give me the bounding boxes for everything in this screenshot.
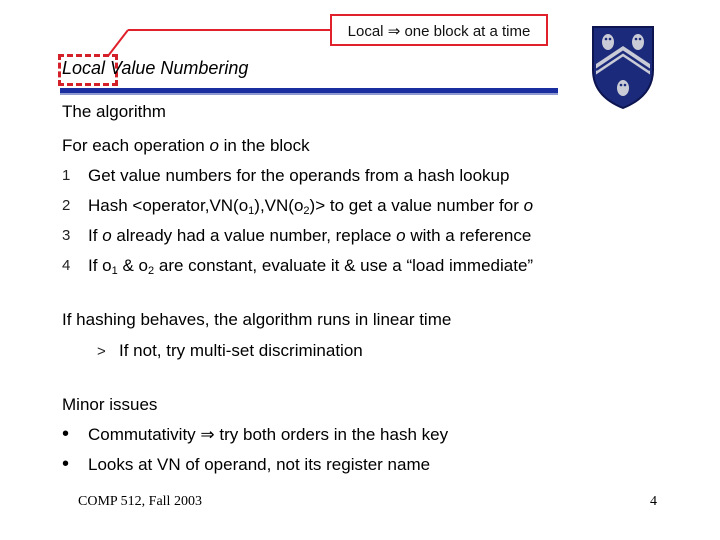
step-3-number: 3 (62, 227, 71, 244)
algorithm-heading: The algorithm (62, 102, 166, 121)
intro-var: o (209, 136, 219, 155)
step-3-part-b: already had a value number, replace (116, 226, 392, 245)
step-2-number: 2 (62, 197, 71, 214)
minor-item-1-after: try both orders in the hash key (219, 425, 449, 444)
intro-before: For each operation (62, 136, 205, 155)
step-4-sub-1: 1 (111, 265, 118, 277)
minor-issues-heading: Minor issues (62, 395, 158, 414)
callout-text-local: Local (347, 23, 384, 40)
step-4-part-c: are constant, evaluate it & use a “load immediate” (158, 256, 534, 275)
footer-course: COMP 512, Fall 2003 (78, 494, 202, 509)
step-2-var: o (523, 196, 534, 215)
step-3-var-1: o (102, 226, 112, 245)
step-4-sub-2: 2 (148, 265, 155, 277)
intro-line (62, 136, 310, 156)
minor-item-1-before: Commutativity (88, 425, 196, 444)
intro-after: in the block (223, 136, 310, 155)
callout-text-rest: one block at a time (404, 23, 531, 40)
step-1-text: Get value numbers for the operands from a hash lookup (88, 166, 510, 185)
step-3-part-c: with a reference (410, 226, 532, 245)
step-4-part-a: If o (88, 256, 112, 275)
sub-point-marker: > (97, 343, 106, 360)
minor-item-2: Looks at VN of operand, not its register name (88, 455, 431, 474)
step-2-part-2: ),VN(o (254, 196, 304, 215)
step-2-sub-1: 1 (248, 205, 255, 217)
step-2-text (88, 196, 533, 217)
minor-item-1-arrow: ⇒ (200, 425, 215, 445)
step-3-part-a: If (88, 226, 98, 245)
minor-bullet-1: • (62, 423, 70, 445)
minor-item-1 (88, 425, 448, 445)
step-2-sub-2: 2 (303, 205, 310, 217)
minor-bullet-2: • (62, 453, 70, 475)
rice-shield-logo-icon (590, 24, 656, 110)
hashing-line: If hashing behaves, the algorithm runs in linear time (62, 310, 452, 329)
implies-arrow: ⇒ (387, 22, 401, 40)
step-2-part-1: Hash <operator,VN(o (88, 196, 249, 215)
title-underline-shadow (60, 93, 558, 95)
sub-point-text: If not, try multi-set discrimination (119, 341, 363, 360)
step-4-text (88, 256, 533, 277)
step-4-number: 4 (62, 257, 71, 274)
step-1-number: 1 (62, 167, 71, 184)
step-3-text (88, 226, 531, 246)
step-3-var-2: o (396, 226, 406, 245)
step-2-part-3: )> to get a value number for (309, 196, 519, 215)
slide-title: Local Value Numbering (62, 58, 249, 78)
page-number: 4 (650, 494, 657, 509)
step-4-part-b: & o (122, 256, 149, 275)
